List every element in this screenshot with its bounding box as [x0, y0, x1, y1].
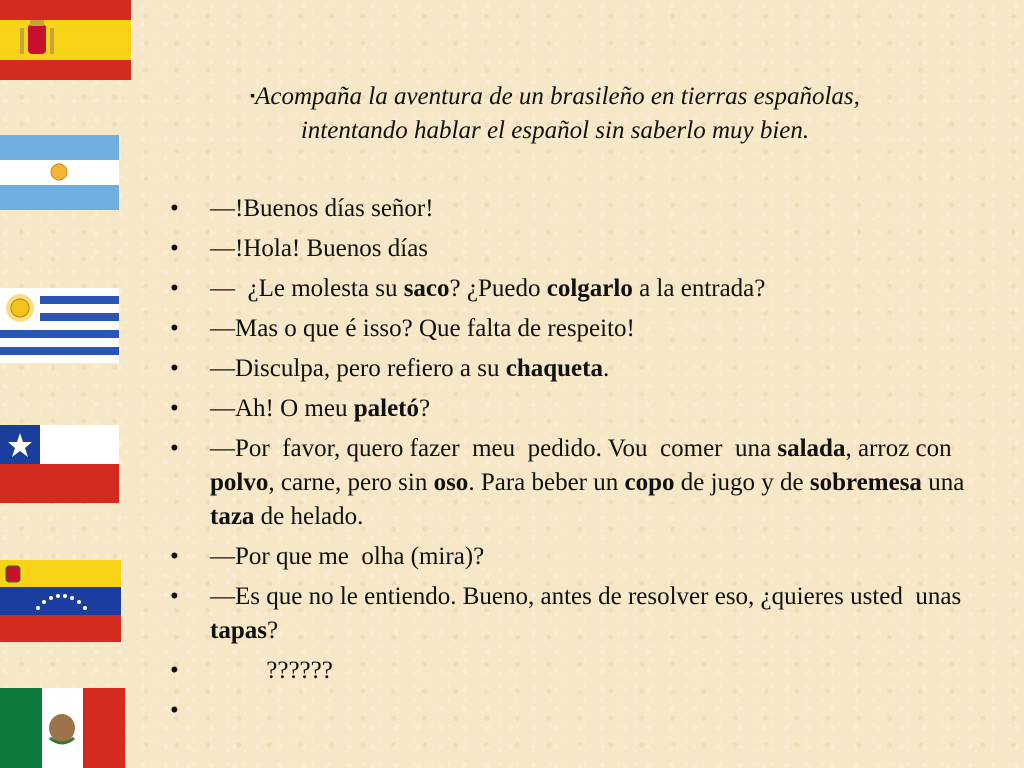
intro-line-2: intentando hablar el español sin saberlo muy bien. — [300, 117, 810, 144]
mexico-flag — [0, 688, 125, 768]
bold-word: paletó — [353, 395, 420, 422]
bullet-icon: • — [170, 395, 179, 422]
bullet-icon: • — [170, 583, 179, 610]
dialogue-line — [170, 392, 970, 426]
spain-flag — [0, 0, 131, 80]
text-segment: una — [921, 469, 971, 496]
text-segment: —Disculpa, pero refiero a su — [210, 355, 506, 382]
bold-word: oso — [433, 469, 469, 496]
dialogue-line — [170, 654, 970, 688]
argentina-flag — [0, 135, 119, 210]
bullet-icon: • — [170, 543, 179, 570]
dialogue-text — [210, 275, 765, 302]
dialogue-line — [170, 312, 970, 346]
bold-word: tapas — [210, 617, 267, 644]
text-segment: — ¿Le molesta su — [210, 275, 404, 302]
intro-text — [150, 80, 960, 148]
dialogue-line — [170, 352, 970, 386]
text-segment: ?????? — [210, 657, 333, 684]
dialogue-text — [210, 583, 967, 644]
sun-icon — [6, 294, 34, 322]
venezuela-flag — [0, 560, 121, 642]
dialogue-text — [210, 355, 609, 382]
bullet-icon: • — [170, 275, 179, 302]
dialogue-line — [170, 272, 970, 306]
dialogue-text — [210, 435, 971, 530]
text-segment: . — [602, 355, 610, 382]
dialogue-line — [170, 540, 970, 574]
bold-word: colgarlo — [546, 275, 633, 302]
text-segment: —Mas o que é isso? Que falta de respeito! — [210, 315, 635, 342]
text-segment: de jugo y de — [674, 469, 810, 496]
text-segment: ? ¿Puedo — [449, 275, 547, 302]
dialogue-text — [210, 395, 430, 422]
bullet-icon: • — [170, 657, 179, 684]
bullet-icon: • — [170, 697, 179, 724]
dialogue-line — [170, 580, 970, 648]
text-segment: ? — [266, 617, 279, 644]
text-segment: , carne, pero sin — [268, 469, 434, 496]
text-segment: ? — [419, 395, 431, 422]
intro-line-1: ▪Acompaña la aventura de un brasileño en tierras españolas, — [250, 83, 860, 110]
bold-word: taza — [210, 503, 255, 530]
dialogue-text — [210, 195, 434, 222]
bold-word: sobremesa — [809, 469, 922, 496]
dialogue-line — [170, 192, 970, 226]
chile-flag — [0, 425, 119, 503]
text-segment: , arroz con — [845, 435, 958, 462]
bold-word: copo — [624, 469, 675, 496]
text-segment: —!Buenos días señor! — [210, 195, 434, 222]
text-segment: a la entrada? — [632, 275, 766, 302]
sun-of-may-icon — [51, 164, 67, 180]
bullet-icon: • — [170, 195, 179, 222]
dialogue-text — [210, 315, 635, 342]
eagle-coat-of-arms-icon — [49, 714, 75, 743]
bold-word: saco — [403, 275, 450, 302]
bullet-icon: • — [170, 235, 179, 262]
text-segment: de helado. — [254, 503, 364, 530]
dialogue-line — [170, 432, 970, 534]
dialogue-text — [210, 657, 333, 684]
bold-word: salada — [777, 435, 846, 462]
bullet-icon: • — [170, 315, 179, 342]
bold-word: chaqueta — [505, 355, 603, 382]
dialogue-text — [210, 543, 484, 570]
dialogue-list — [170, 192, 971, 724]
dialogue-line — [170, 232, 970, 266]
text-segment: . Para beber un — [468, 469, 625, 496]
bullet-icon: • — [170, 435, 179, 462]
bold-word: polvo — [210, 469, 269, 496]
text-segment: —Ah! O meu — [210, 395, 354, 422]
text-segment: —Es que no le entiendo. Bueno, antes de resolver eso, ¿quieres usted unas — [210, 583, 968, 610]
text-segment: —Por que me olha (mira)? — [210, 543, 485, 570]
text-segment: —!Hola! Buenos días — [210, 235, 429, 262]
square-bullet-icon: ▪ — [250, 89, 256, 104]
coat-of-arms-icon — [6, 566, 20, 582]
text-segment: —Por favor, quero fazer meu pedido. Vou comer una — [210, 435, 778, 462]
dialogue-text — [210, 235, 428, 262]
bullet-icon: • — [170, 355, 179, 382]
uruguay-flag — [0, 288, 119, 363]
